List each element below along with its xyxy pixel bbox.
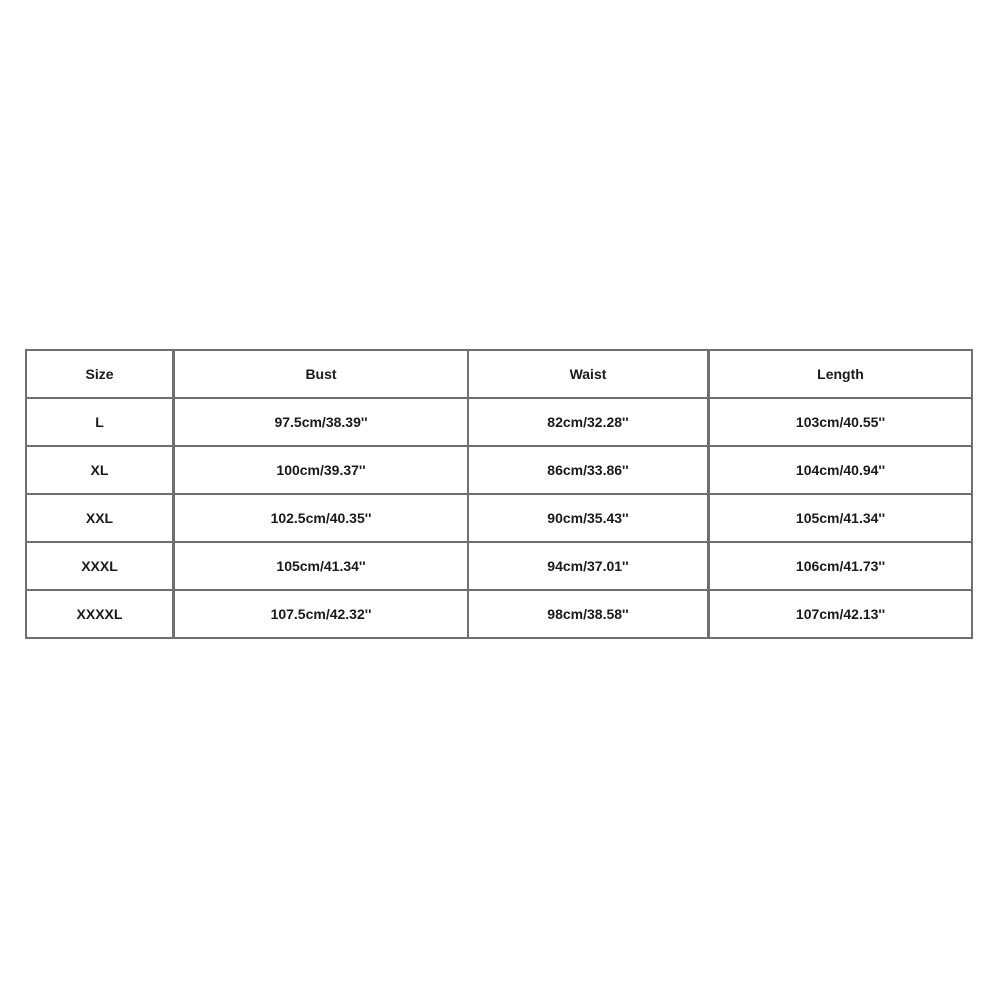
table-row bbox=[26, 590, 972, 638]
cell-length: 107cm/42.13'' bbox=[709, 590, 973, 638]
cell-length: 106cm/41.73'' bbox=[709, 542, 973, 590]
cell-length: 103cm/40.55'' bbox=[709, 398, 973, 446]
cell-length: 105cm/41.34'' bbox=[709, 494, 973, 542]
cell-bust: 102.5cm/40.35'' bbox=[174, 494, 469, 542]
cell-waist: 86cm/33.86'' bbox=[468, 446, 709, 494]
cell-waist: 94cm/37.01'' bbox=[468, 542, 709, 590]
table-row bbox=[26, 542, 972, 590]
table-row bbox=[26, 398, 972, 446]
header-bust: Bust bbox=[174, 350, 469, 398]
cell-size: XL bbox=[26, 446, 174, 494]
cell-bust: 105cm/41.34'' bbox=[174, 542, 469, 590]
cell-bust: 97.5cm/38.39'' bbox=[174, 398, 469, 446]
cell-size: XXXXL bbox=[26, 590, 174, 638]
header-waist: Waist bbox=[468, 350, 709, 398]
cell-waist: 82cm/32.28'' bbox=[468, 398, 709, 446]
header-size: Size bbox=[26, 350, 174, 398]
cell-waist: 98cm/38.58'' bbox=[468, 590, 709, 638]
cell-size: XXXL bbox=[26, 542, 174, 590]
cell-size: L bbox=[26, 398, 174, 446]
table-row bbox=[26, 494, 972, 542]
table-header-row bbox=[26, 350, 972, 398]
table-row bbox=[26, 446, 972, 494]
cell-bust: 100cm/39.37'' bbox=[174, 446, 469, 494]
header-length: Length bbox=[709, 350, 973, 398]
cell-bust: 107.5cm/42.32'' bbox=[174, 590, 469, 638]
cell-waist: 90cm/35.43'' bbox=[468, 494, 709, 542]
cell-length: 104cm/40.94'' bbox=[709, 446, 973, 494]
cell-size: XXL bbox=[26, 494, 174, 542]
size-chart-table bbox=[25, 349, 973, 639]
